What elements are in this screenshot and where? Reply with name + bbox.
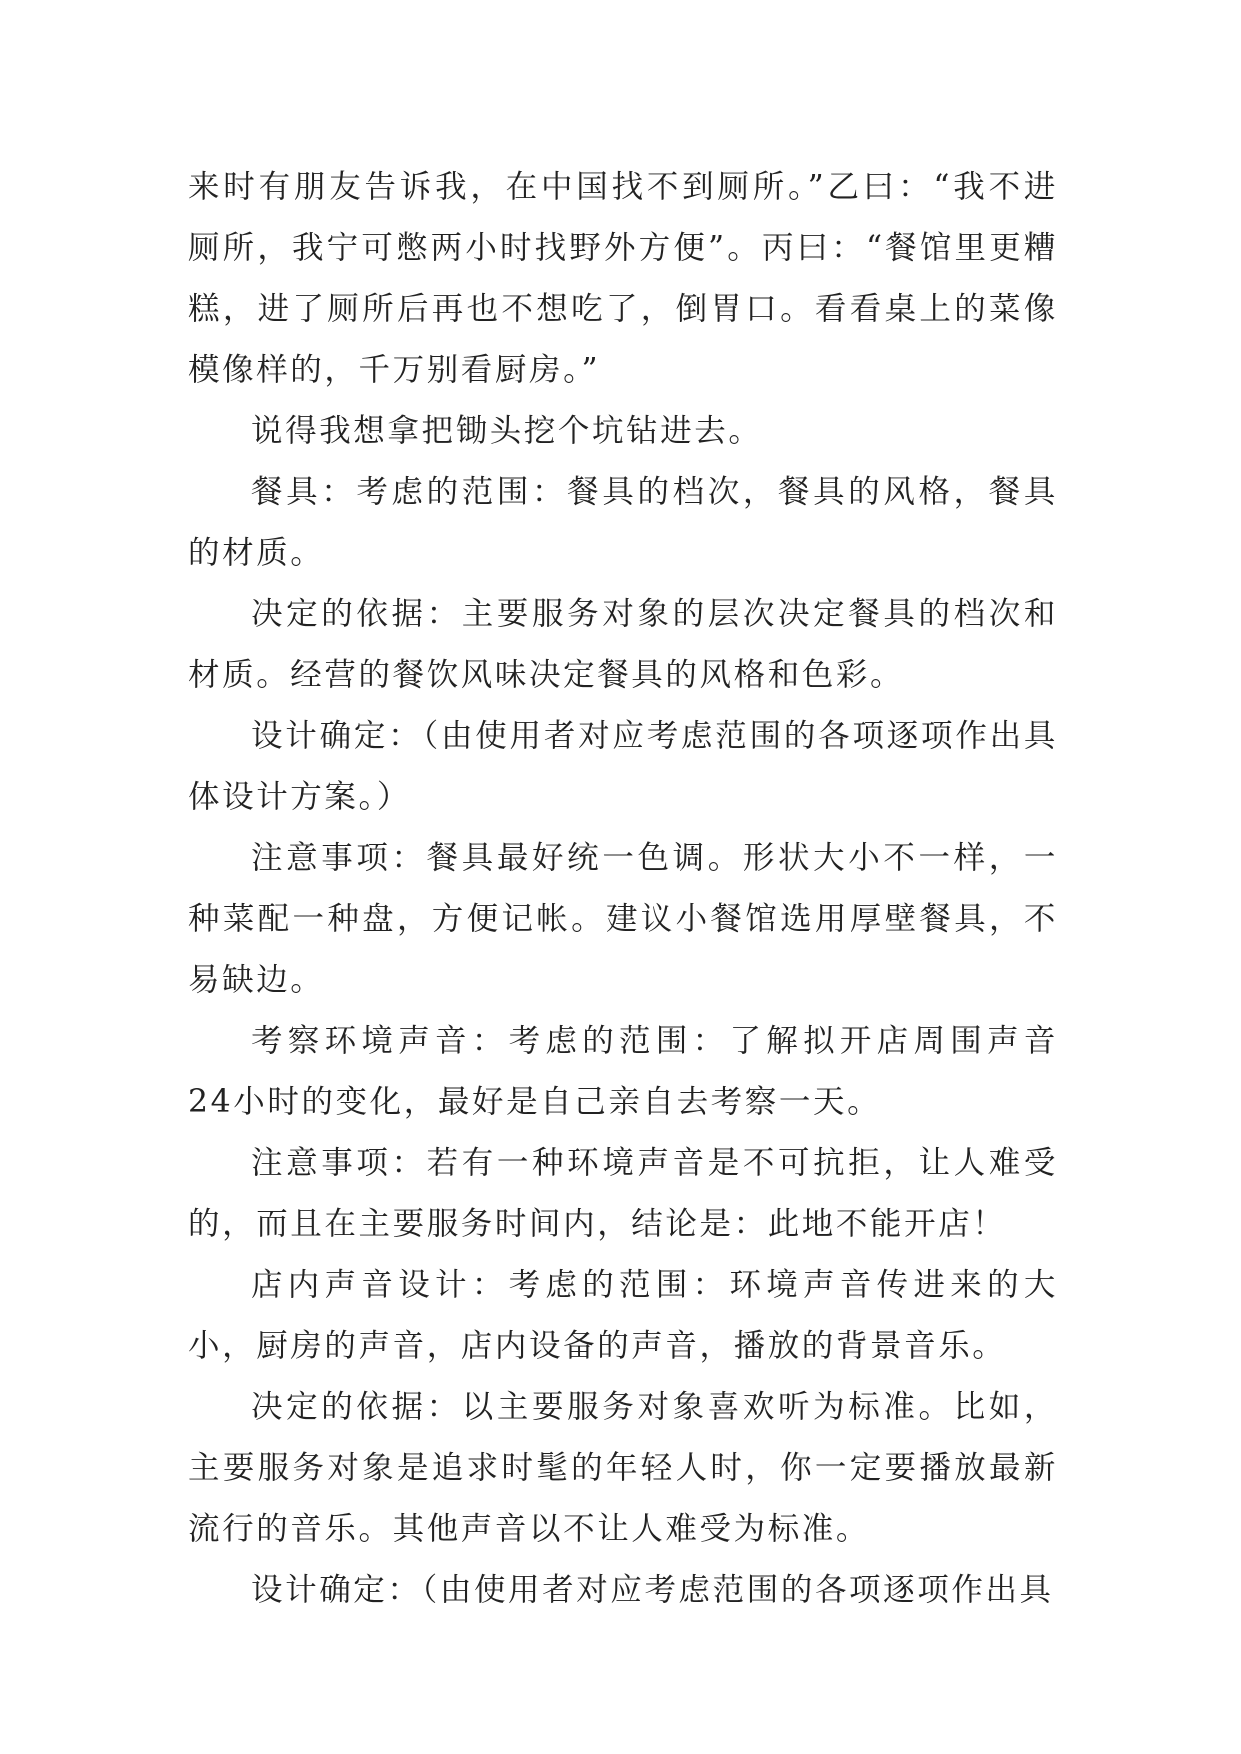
paragraph-1: 来时有朋友告诉我，在中国找不到厕所。”乙曰：“我不进厕所，我宁可憋两小时找野外方便”。丙曰：“餐馆里更糟糕，进了厕所后再也不想吃了，倒胃口。看看桌上的菜像模像样的，千万别看厨房。” xyxy=(188,169,1058,388)
paragraph-2: 说得我想拿把锄头挖个坑钻进去。 xyxy=(251,413,763,449)
paragraph-7: 考察环境声音：考虑的范围：了解拟开店周围声音 24小时的变化，最好是自己亲自去考察一天。 xyxy=(188,1023,1071,1120)
paragraph-4: 决定的依据：主要服务对象的层次决定餐具的档次和材质。经营的餐饮风味决定餐具的风格和色彩。 xyxy=(188,596,1058,693)
paragraph-11: 设计确定：（由使用者对应考虑范围的各项逐项作出具 xyxy=(251,1572,1054,1608)
paragraph-8: 注意事项：若有一种环境声音是不可抗拒，让人难受的，而且在主要服务时间内，结论是：此地不能开店！ xyxy=(188,1145,1058,1242)
document-body xyxy=(188,157,1071,1621)
paragraph-3: 餐具：考虑的范围：餐具的档次，餐具的风格，餐具的材质。 xyxy=(188,474,1058,571)
paragraph-9: 店内声音设计：考虑的范围：环境声音传进来的大小，厨房的声音，店内设备的声音，播放的背景音乐。 xyxy=(188,1267,1058,1364)
paragraph-6: 注意事项：餐具最好统一色调。形状大小不一样，一种菜配一种盘，方便记帐。建议小餐馆选用厚壁餐具，不易缺边。 xyxy=(188,840,1058,998)
paragraph-10: 决定的依据：以主要服务对象喜欢听为标准。比如，主要服务对象是追求时髦的年轻人时，你一定要播放最新流行的音乐。其他声音以不让人难受为标准。 xyxy=(188,1389,1058,1547)
paragraph-5: 设计确定：（由使用者对应考虑范围的各项逐项作出具体设计方案。） xyxy=(188,718,1058,815)
